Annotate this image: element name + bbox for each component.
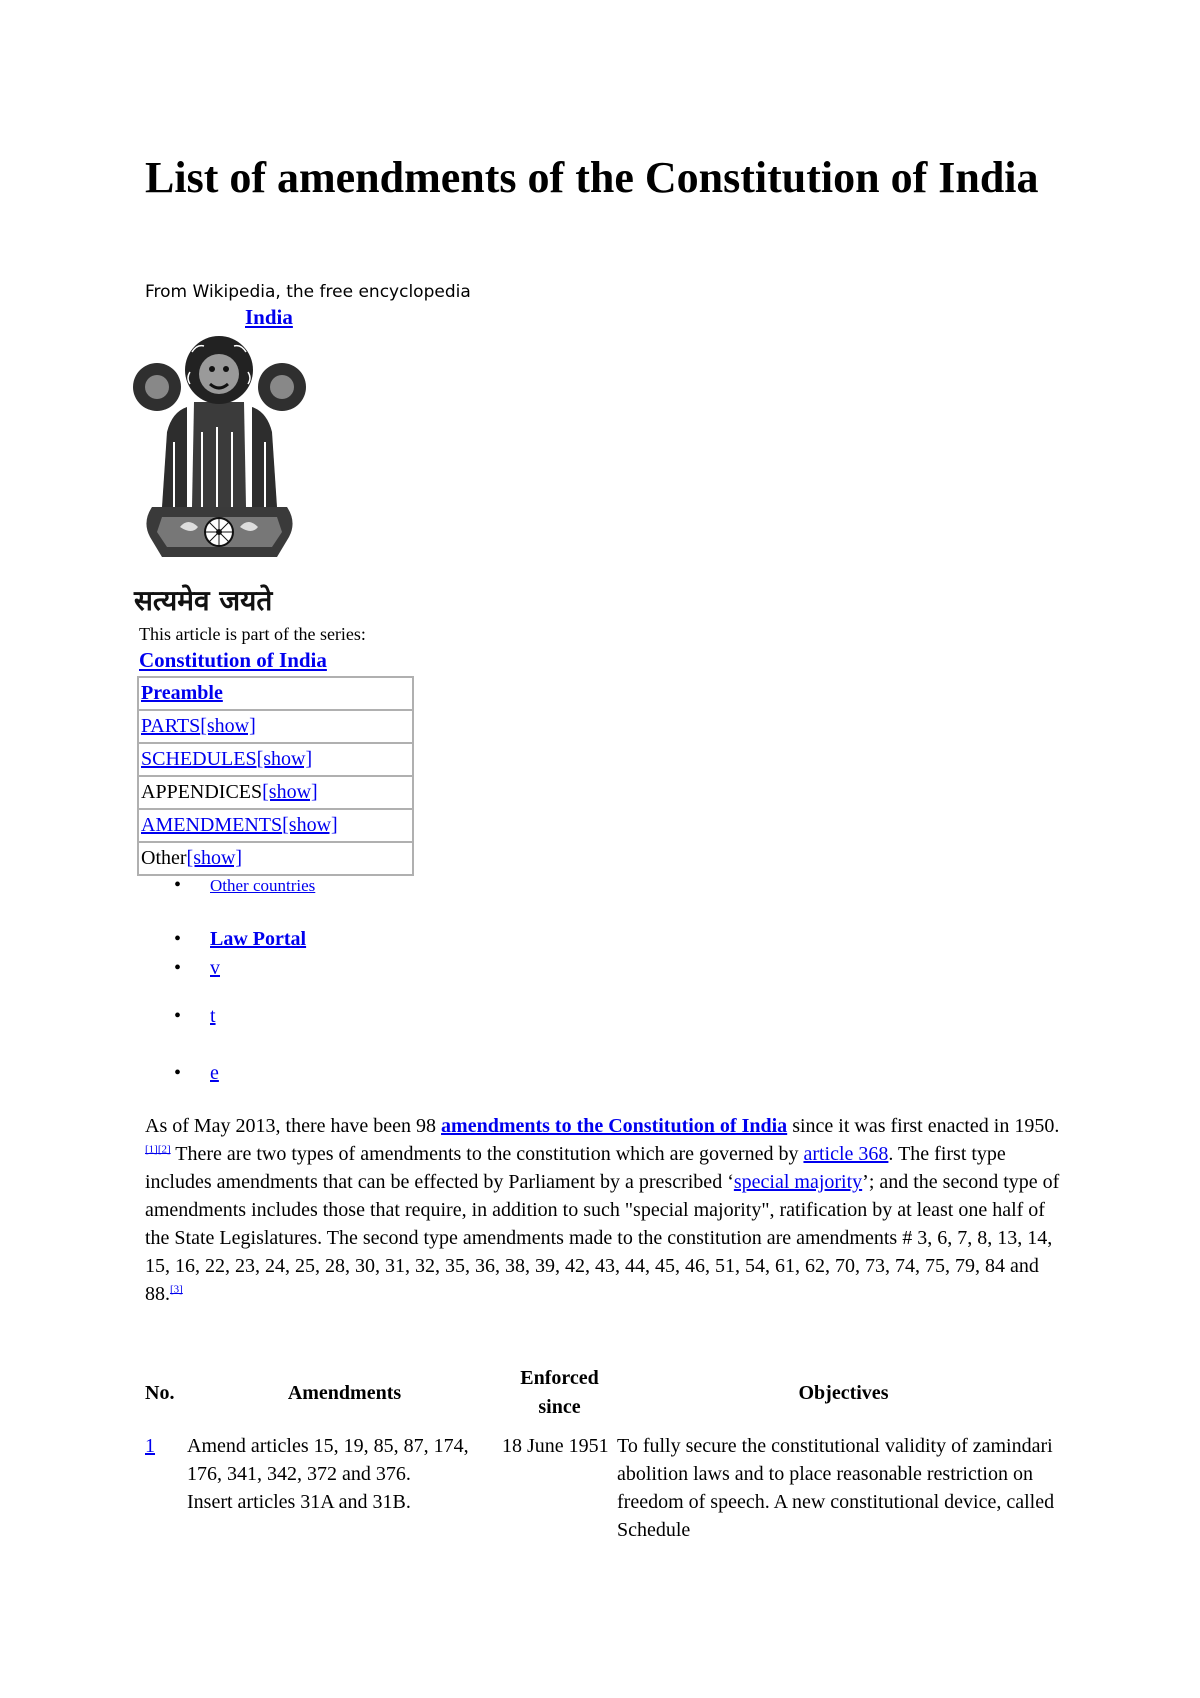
- edit-template-link[interactable]: e: [210, 1062, 219, 1084]
- appendices-show-toggle[interactable]: [show]: [262, 781, 318, 803]
- intro-text-3: There are two types of amendments to the constitution which are governed by: [170, 1143, 804, 1165]
- preamble-link[interactable]: Preamble: [141, 682, 223, 704]
- ref-1-link[interactable]: [1]: [145, 1143, 158, 1156]
- table-row: [145, 1426, 1070, 1544]
- list-item-view: [174, 957, 220, 980]
- nav-row-appendices: [139, 777, 412, 810]
- nav-row-preamble[interactable]: [139, 678, 412, 711]
- special-majority-link[interactable]: special majority: [733, 1171, 863, 1193]
- intro-text-4: . The first type includes amendments that can be effected by Parliament by a prescribed ‘: [145, 1143, 1006, 1193]
- talk-template-link[interactable]: t: [210, 1005, 216, 1027]
- ref-3-link[interactable]: [3]: [170, 1283, 183, 1296]
- nav-row-schedules[interactable]: [139, 744, 412, 777]
- list-item-edit: [174, 1062, 219, 1085]
- series-note: This article is part of the series:: [139, 624, 366, 644]
- motto-text: सत्यमेव जयते: [134, 584, 273, 617]
- article-368-link[interactable]: article 368: [803, 1143, 889, 1165]
- bullet-icon: •: [174, 957, 182, 979]
- cell-no: [145, 1426, 187, 1544]
- bullet-icon: •: [174, 874, 182, 896]
- parts-link[interactable]: PARTS: [141, 715, 201, 737]
- bullet-icon: •: [174, 928, 182, 950]
- amendment-1-link[interactable]: 1: [145, 1435, 155, 1457]
- series-title-link[interactable]: Constitution of India: [139, 648, 327, 672]
- page-title: List of amendments of the Constitution of India: [145, 153, 1039, 202]
- parts-show-toggle[interactable]: [show]: [200, 715, 256, 737]
- amendments-text: Amend articles 15, 19, 85, 87, 174, 176, 341, 342, 372 and 376.: [187, 1435, 469, 1485]
- intro-text-5: ’; and the second type of amendments includes those that require, in addition to such "special majority", ratification by at least one half of the State Legislatures. The second type amendments made to the constitution are amendments # 3, 6, 7, 8, 13, 14, 15, 16, 22, 23, 24, 25, 28, 30, 31, 32, 35, 36, 38, 39, 42, 43, 44, 45, 46, 51, 54, 61, 62, 70, 73, 74, 75, 79, 84 and 88.: [145, 1171, 1060, 1305]
- amendments-article-link[interactable]: amendments to the Constitution of India: [441, 1115, 788, 1137]
- view-template-link[interactable]: v: [210, 957, 220, 979]
- col-header-objectives: Objectives: [798, 1381, 889, 1404]
- schedules-show-toggle[interactable]: [show]: [256, 748, 313, 770]
- law-portal-link[interactable]: Law Portal: [210, 928, 307, 950]
- constitution-nav-box: [137, 676, 414, 876]
- table-header-row: [145, 1364, 1070, 1426]
- schedules-link[interactable]: SCHEDULES: [141, 748, 257, 770]
- cell-amendments: [187, 1426, 502, 1544]
- list-item-other-countries: [174, 874, 315, 897]
- ref-2-link[interactable]: [2]: [157, 1143, 171, 1156]
- other-countries-link[interactable]: Other countries: [210, 876, 316, 895]
- amendments-text: Insert articles 31A and 31B.: [187, 1491, 411, 1513]
- other-show-toggle[interactable]: [show]: [186, 847, 243, 869]
- intro-paragraph: [145, 1112, 1065, 1308]
- tagline: From Wikipedia, the free encyclopedia: [145, 282, 471, 302]
- col-header-amendments: Amendments: [287, 1381, 402, 1404]
- bullet-icon: •: [174, 1062, 182, 1084]
- nav-row-other: [139, 843, 412, 874]
- amendments-link[interactable]: AMENDMENTS: [141, 814, 283, 836]
- intro-text-1: As of May 2013, there have been 98: [145, 1115, 442, 1137]
- col-header-enforced: Enforced since: [520, 1367, 599, 1418]
- appendices-label: APPENDICES: [141, 781, 263, 803]
- bullet-icon: •: [174, 1005, 182, 1027]
- amendments-table: [145, 1364, 1070, 1544]
- amendments-show-toggle[interactable]: [show]: [282, 814, 338, 836]
- nav-row-amendments[interactable]: [139, 810, 412, 843]
- list-item-law-portal: [174, 928, 306, 951]
- intro-text-2: since it was first enacted in 1950.: [787, 1115, 1060, 1137]
- col-header-no: No.: [145, 1381, 175, 1404]
- other-label: Other: [141, 847, 187, 869]
- national-emblem-icon: [132, 332, 307, 622]
- cell-objectives: To fully secure the constitutional validity of zamindari abolition laws and to place reasonable restriction on freedom of speech. A new constitutional device, called Schedule: [617, 1435, 1055, 1541]
- india-link[interactable]: India: [245, 305, 293, 329]
- cell-enforced: 18 June 1951: [502, 1435, 609, 1457]
- nav-row-parts[interactable]: [139, 711, 412, 744]
- list-item-talk: [174, 1005, 216, 1028]
